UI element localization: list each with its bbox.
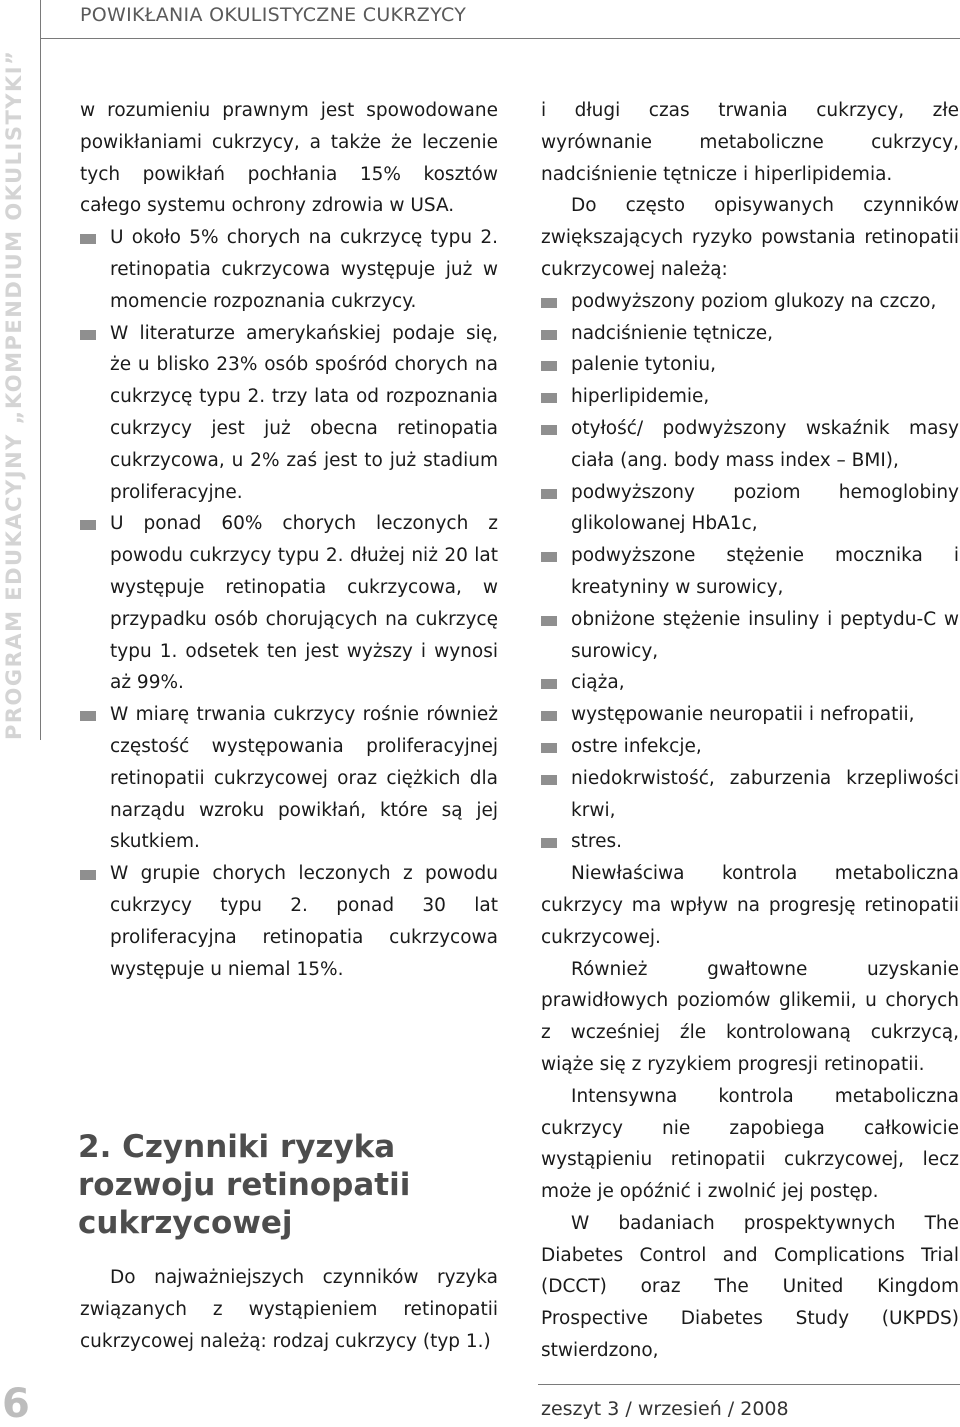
body-paragraph: Również gwałtowne uzyskanie prawidłowych poziomów glikemii, u chorych z wcześniej źle kontrolowaną cukrzycą, wiąże się z ryzykiem progresji retinopatii. <box>541 958 959 1075</box>
stat-bullet: U około 5% chorych na cukrzycę typu 2. retinopatia cukrzycowa występuje już w momencie rozpoznania cukrzycy. <box>80 222 498 317</box>
risk-factor-item: stres. <box>541 826 959 858</box>
section-intro-paragraph: Do najważniejszych czynników ryzyka związanych z wystąpieniem retinopatii cukrzycowej należą: rodzaj cukrzycy (typ 1.) <box>80 1267 498 1352</box>
side-program-label: PROGRAM EDUKACYJNY „KOMPENDIUM OKULISTYKI” <box>2 49 26 740</box>
risk-factor-item: ostre infekcje, <box>541 731 959 763</box>
risk-factor-item: hiperlipidemie, <box>541 381 959 413</box>
stat-bullet: W literaturze amerykańskiej podaje się, że u blisko 23% osób spośród chorych na cukrzycę typu 2. trzy lata od rozpoznania cukrzycy jest już obecna retinopatia cukrzycowa, u 2% zaś jest to już stadium proliferacyjne. <box>80 318 498 509</box>
footer-issue: zeszyt 3 / wrzesień / 2008 <box>541 1398 789 1420</box>
stat-bullet: W grupie chorych leczonych z powodu cukrzycy typu 2. ponad 30 lat proliferacyjna retinopatia cukrzycowa występuje u niemal 15%. <box>80 858 498 985</box>
body-paragraph: Intensywna kontrola metaboliczna cukrzycy nie zapobiega całkowicie wystąpieniu retinopatii cukrzycowej, lecz może je opóźnić i zwolnić jej postęp. <box>541 1085 959 1203</box>
risk-factor-item: podwyższony poziom glukozy na czczo, <box>541 286 959 318</box>
risk-factor-item: występowanie neuropatii i nefropatii, <box>541 699 959 731</box>
body-paragraph: Niewłaściwa kontrola metaboliczna cukrzycy ma wpływ na progresję retinopatii cukrzycowej. <box>541 863 959 948</box>
risk-factor-item: obniżone stężenie insuliny i peptydu-C w surowicy, <box>541 604 959 668</box>
risk-factor-item: otyłość/ podwyższony wskaźnik masy ciała (ang. body mass index – BMI), <box>541 413 959 477</box>
page-number: 6 <box>2 1381 30 1427</box>
margin-rule <box>40 0 41 740</box>
risk-factor-item: podwyższone stężenie mocznika i kreatyniny w surowicy, <box>541 540 959 604</box>
left-continuation-text: w rozumieniu prawnym jest spowodowane powikłaniami cukrzycy, a także że leczenie tych powikłań pochłania 15% kosztów całego systemu ochrony zdrowia w USA. <box>80 100 498 217</box>
stat-bullet: U ponad 60% chorych leczonych z powodu cukrzycy typu 2. dłużej niż 20 lat występuje retinopatia cukrzycowa, w przypadku osób chorujących na cukrzycę typu 1. odsetek ten jest wyższy i wynosi aż 99%. <box>80 508 498 699</box>
stat-bullet: W miarę trwania cukrzycy rośnie również częstość występowania proliferacyjnej retinopatii cukrzycowej oraz ciężkich dla narządu wzroku powikłań, które są jej skutkiem. <box>80 699 498 858</box>
left-column <box>80 95 498 985</box>
risk-factor-item: palenie tytoniu, <box>541 349 959 381</box>
running-header-title: POWIKŁANIA OKULISTYCZNE CUKRZYCY <box>80 4 467 26</box>
factors-lead-paragraph: Do często opisywanych czynników zwiększających ryzyko powstania retinopatii cukrzycowej należą: <box>541 195 959 280</box>
risk-factor-item: nadciśnienie tętnicze, <box>541 318 959 350</box>
body-paragraph: W badaniach prospektywnych The Diabetes Control and Complications Trial (DCCT) oraz The United Kingdom Prospective Diabetes Study (UKPDS) stwierdzono, <box>541 1212 959 1362</box>
risk-factor-item: podwyższony poziom hemoglobiny glikolowanej HbA1c, <box>541 477 959 541</box>
section-heading: 2. Czynniki ryzyka rozwoju retinopatii cukrzycowej <box>78 1129 411 1241</box>
right-continuation-text: i długi czas trwania cukrzycy, złe wyrównanie metaboliczne cukrzycy, nadciśnienie tętnicze i hiperlipidemia. <box>541 100 959 185</box>
risk-factor-item: ciąża, <box>541 667 959 699</box>
footer-rule <box>538 1384 960 1385</box>
risk-factor-item: niedokrwistość, zaburzenia krzepliwości krwi, <box>541 763 959 827</box>
right-column <box>541 95 959 1367</box>
